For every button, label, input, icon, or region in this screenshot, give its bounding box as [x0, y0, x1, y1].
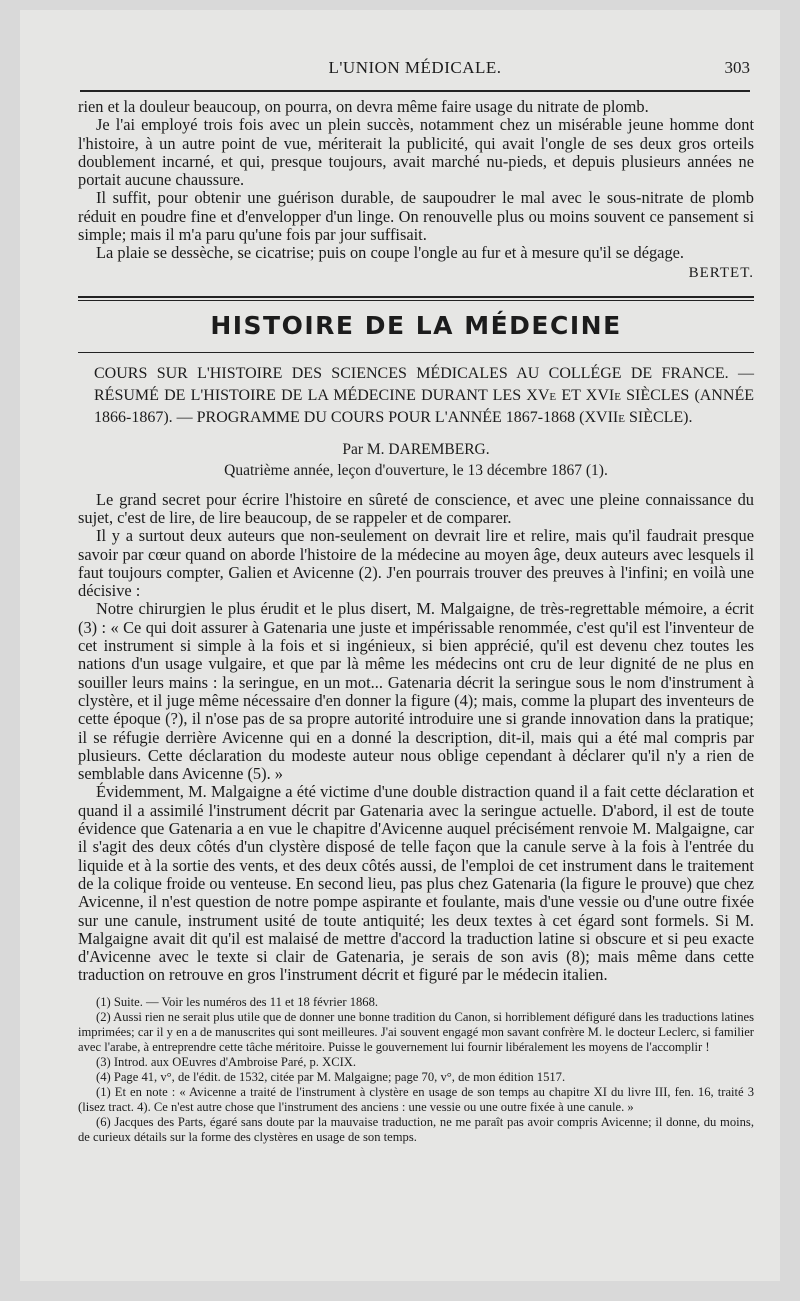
body-paragraph: Notre chirurgien le plus érudit et le plus disert, M. Malgaigne, de très-regrettable mémoire, a écrit (3) : « Ce qui doit assurer à Gatenaria une juste et impérissable renommée, c'est qu'il est l'inventeur de cet instrument si simple à la fois et si ingénieux, si bien apprécié, qu'il est devenu chez toutes les nations d'un usage vulgaire, et que par là même les médecins ont cru de leur dignité de ne plus en souiller leurs mains : la seringue, en un mot... Gatenaria décrit la seringue sous le nom d'instrument à clystère, et il juge même nécessaire d'en donner la figure (4); mais, comme la plupart des inventeurs de cette époque (?), il n'ose pas de sa propre autorité introduire une si grande innovation dans la pratique; il se réfugie derrière Avicenne qui en a donné la description, dit-il, mais qui a été mal compris par plusieurs. Cette déclaration du modeste auteur nous oblige cependant à déclarer qu'il n'y a rien de semblable dans Avicenne (5). » [78, 599, 754, 784]
page-number: 303 [724, 58, 750, 77]
section-double-rule [78, 296, 754, 301]
footnote: (4) Page 41, v°, de l'édit. de 1532, citée par M. Malgaigne; page 70, v°, de mon édition 1517. [96, 1069, 566, 1084]
footnote: (1) Et en note : « Avicenne a traité de l'instrument à clystère en usage de son temps au chapitre XI du livre III, fen. 16, traité 3 (lisez tract. 4). Ce n'est autre chose que l'instrument des anciens : une vessie ou une outre fixée à une canule. » [78, 1084, 754, 1114]
intro-paragraph-2: Je l'ai employé trois fois avec un plein succès, notamment chez un misérable jeune homme dont l'histoire, à un autre point de vue, mériterait la publicité, qui avait l'ongle de ses deux gros orteils doublement incarné, et qui, presque toujours, avait marché nu-pieds, et depuis plusieurs années ne portait aucune chaussure. [78, 115, 754, 190]
intro-paragraph-3: Il suffit, pour obtenir une guérison durable, de saupoudrer le mal avec le sous-nitrate de plomb réduit en poudre fine et d'envelopper d'un linge. On renouvelle plus ou moins souvent ce pansement si simple; mais il m'a paru qu'une fois par jour suffisait. [78, 188, 754, 245]
body-paragraph: Évidemment, M. Malgaigne a été victime d'une double distraction quand il a fait cette déclaration et quand il a assimilé l'instrument décrit par Gatenaria avec la seringue actuelle. D'abord, il est de toute évidence que Gatenaria a en vue le chapitre d'Avicenne auquel précisément renvoie M. Malgaigne, car il s'agit des deux côtés d'un clystère disposé de telle façon que la canule serve à la fois à l'entrée du liquide et à la sortie des vents, et des deux côtés aussi, de l'emploi de cet instrument dans le traitement de la colique froide ou venteuse. En second lieu, pas plus chez Gatenaria (la figure le prouve) que chez Avicenne, il n'est question de notre pompe aspirante et foulante, mais d'une vessie ou d'une outre fixée sur une canule, instrument usité de toute antiquité; les deux textes à cet égard sont formels. Si M. Malgaigne avait dit qu'il est malaisé de mettre d'accord la traduction latine si obscure et si peu exacte d'Avicenne avec le texte si clair de Gatenaria, je serais de son avis (8); mais même dans cette traduction on retrouve en gros l'instrument décrit et figuré par le médecin italien. [78, 782, 754, 985]
footnote: (2) Aussi rien ne serait plus utile que de donner une bonne tradition du Canon, si horriblement défiguré dans les traductions latines imprimées; car il y en a de manuscrites qui sont meilleures. J'ai souvent engagé mon savant confrère M. le docteur Leclerc, si familier avec l'arabe, à entreprendre cette tâche méritoire. Puisse le gouvernement lui fournir libéralement les moyens de l'accomplir ! [78, 1009, 754, 1054]
page [20, 10, 780, 1281]
page-body [78, 98, 754, 1145]
intro-paragraph-4: La plaie se dessèche, se cicatrise; puis on coupe l'ongle au fur et à mesure qu'il se dégage. [96, 243, 685, 263]
footnotes [78, 995, 754, 1145]
section-rule [78, 352, 754, 353]
section-subtitle: COURS SUR L'HISTOIRE DES SCIENCES MÉDICALES AU COLLÉGE DE FRANCE. — RÉSUMÉ DE L'HISTOIRE DE LA MÉDECINE DURANT LES XVe ET XVIe SIÈCLES (ANNÉE 1866-1867). — PROGRAMME DU COURS POUR L'ANNÉE 1867-1868 (XVIIe SIÈCLE). [94, 364, 754, 426]
footnote: (6) Jacques des Parts, égaré sans doute par la mauvaise traduction, ne me paraît pas avoir compris Avicenne; il donne, du moins, de curieux détails sur la forme des clystères en usage de son temps. [78, 1114, 754, 1144]
running-header [80, 58, 750, 94]
signature: BERTET. [688, 264, 754, 281]
header-rule [80, 90, 750, 92]
author-line: Par M. DAREMBERG. [342, 440, 490, 458]
body-paragraph: Il y a surtout deux auteurs que non-seulement on devrait lire et relire, mais qu'il faudrait presque savoir par cœur quand on aborde l'histoire de la médecine au moyen âge, deux auteurs avec lesquels il faut toujours compter, Galien et Avicenne (2). J'en pourrais trouver des preuves à l'infini; en voilà une décisive : [78, 526, 754, 601]
section-heading: HISTOIRE DE LA MÉDECINE [210, 310, 622, 340]
intro-paragraph-1: rien et la douleur beaucoup, on pourra, on devra même faire usage du nitrate de plomb. [78, 97, 649, 116]
body-paragraph: Le grand secret pour écrire l'histoire en sûreté de conscience, et avec une pleine connaissance du sujet, c'est de lire, de lire beaucoup, de se rappeler et de comparer. [78, 489, 754, 527]
footnote: (3) Introd. aux OEuvres d'Ambroise Paré, p. XCIX. [96, 1054, 357, 1069]
footnote: (1) Suite. — Voir les numéros des 11 et 18 février 1868. [96, 994, 379, 1009]
lecture-line: Quatrième année, leçon d'ouverture, le 13 décembre 1867 (1). [224, 461, 608, 479]
running-title: L'UNION MÉDICALE. [328, 58, 502, 77]
